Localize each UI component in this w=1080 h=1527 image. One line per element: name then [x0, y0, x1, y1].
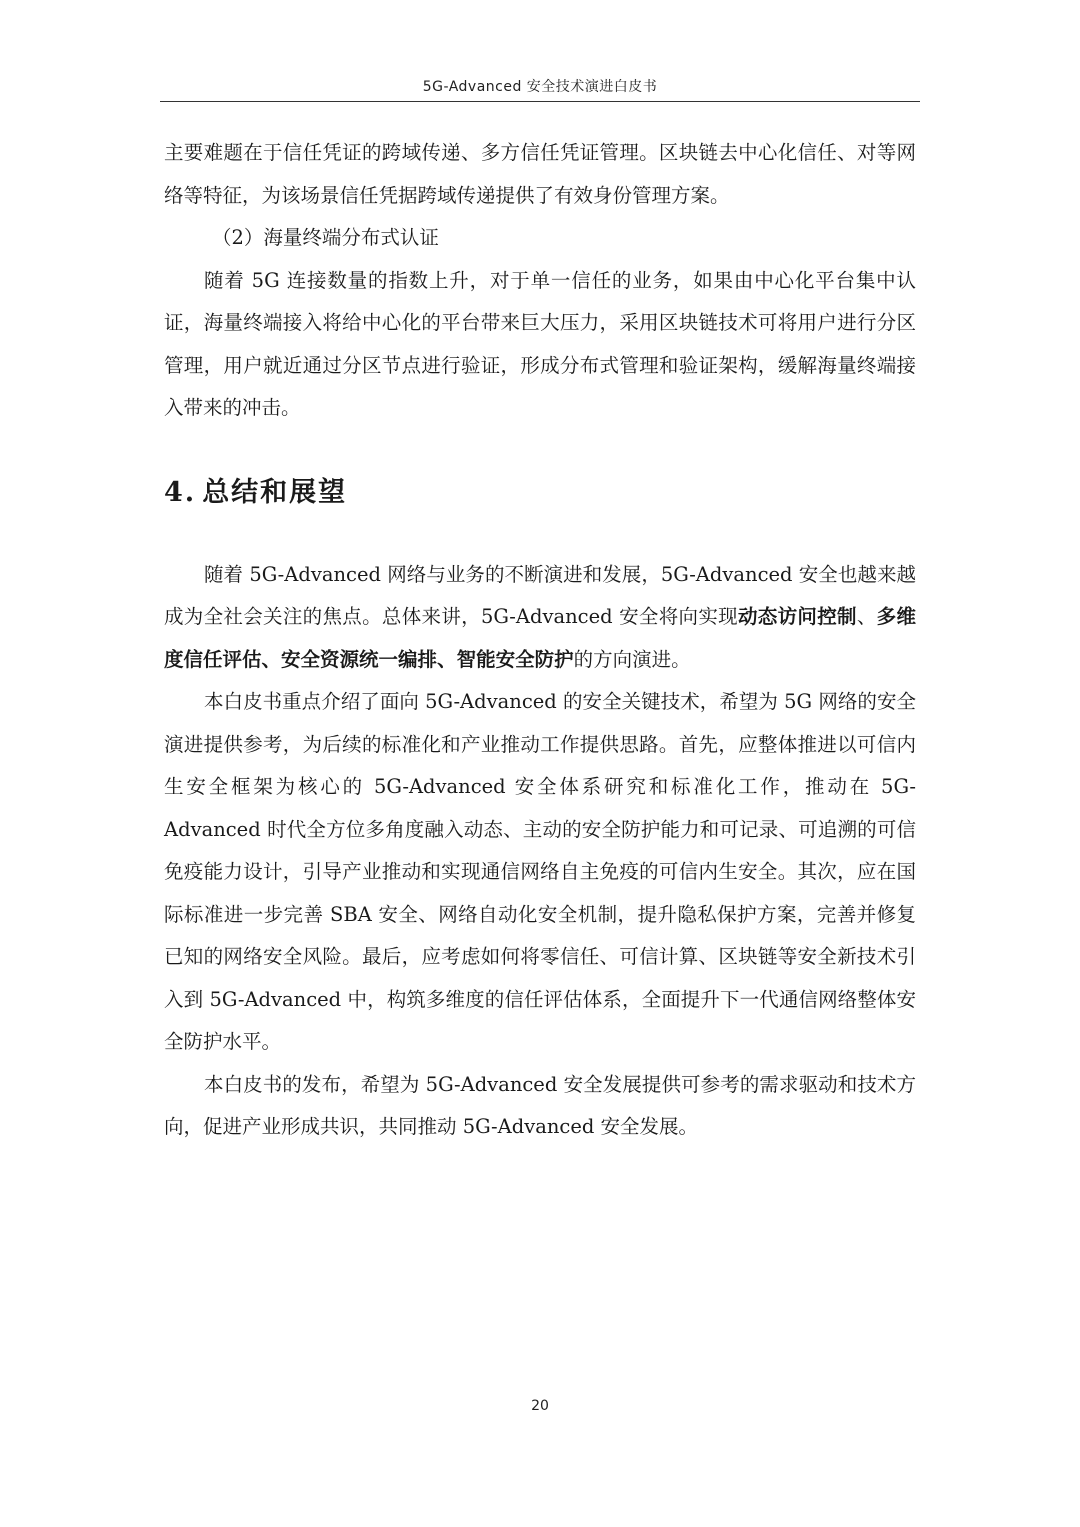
paragraph-whitepaper-focus: 本白皮书重点介绍了面向 5G-Advanced 的安全关键技术，希望为 5G 网络的安全演进提供参考，为后续的标准化和产业推动工作提供思路。首先，应整体推进以可信内生安全框架为核心的 5G-Advanced 安全体系研究和标准化工作，推动在 5G-Advanced 时代全方位多角度融入动态、主动的安全防护能力和可记录、可追溯的可信免疫能力设计，引导产业推动和实现通信网络自主免疫的可信内生安全。其次，应在国际标准进一步完善 SBA 安全、网络自动化安全机制，提升隐私保护方案，完善并修复已知的网络安全风险。最后，应考虑如何将零信任、可信计算、区块链等安全新技术引入到 5G-Advanced 中，构筑多维度的信任评估体系，全面提升下一代通信网络整体安全防护水平。 — [164, 690, 916, 1053]
page-number: 20 — [531, 1398, 549, 1414]
subheading-massive-terminal-auth: （2）海量终端分布式认证 — [212, 226, 439, 249]
section-title: 总结和展望 — [202, 476, 348, 508]
section-number: 4. — [164, 476, 197, 508]
paragraph-evolution-direction — [164, 554, 916, 682]
header-divider — [160, 101, 920, 102]
term-intelligent-security-protection: 智能安全防护 — [456, 647, 574, 671]
paragraph-text: 的方向演进。 — [573, 647, 691, 671]
paragraph-whitepaper-release: 本白皮书的发布，希望为 5G-Advanced 安全发展提供可参考的需求驱动和技术方向，促进产业形成共识，共同推动 5G-Advanced 安全发展。 — [164, 1072, 916, 1138]
page-header-title: 5G-Advanced 安全技术演进白皮书 — [422, 79, 658, 95]
separator: 、 — [856, 605, 877, 628]
section-heading-summary — [164, 473, 916, 513]
paragraph-distributed-auth: 随着 5G 连接数量的指数上升，对于单一信任的业务，如果由中心化平台集中认证，海量终端接入将给中心化的平台带来巨大压力，采用区块链技术可将用户进行分区管理，用户就近通过分区节点进行验证，形成分布式管理和验证架构，缓解海量终端接入带来的冲击。 — [164, 268, 916, 419]
term-dynamic-access-control: 动态访问控制 — [737, 605, 857, 628]
document-body — [164, 132, 916, 1149]
separator: 、 — [261, 647, 282, 671]
paragraph-trust-credentials: 主要难题在于信任凭证的跨域传递、多方信任凭证管理。区块链去中心化信任、对等网络等特征，为该场景信任凭据跨域传递提供了有效身份管理方案。 — [164, 141, 916, 207]
paragraph-text: 随着 5G-Advanced 网络与业务的不断演进和发展，5G-Advanced 安全也越来越成为全社会关注的焦点。总体来讲，5G-Advanced 安全将向实现 — [164, 562, 916, 628]
term-security-resource-orchestration: 安全资源统一编排 — [281, 647, 438, 671]
separator: 、 — [437, 647, 457, 671]
term-multidimensional-trust-evaluation: 多维度信任评估 — [164, 605, 916, 671]
